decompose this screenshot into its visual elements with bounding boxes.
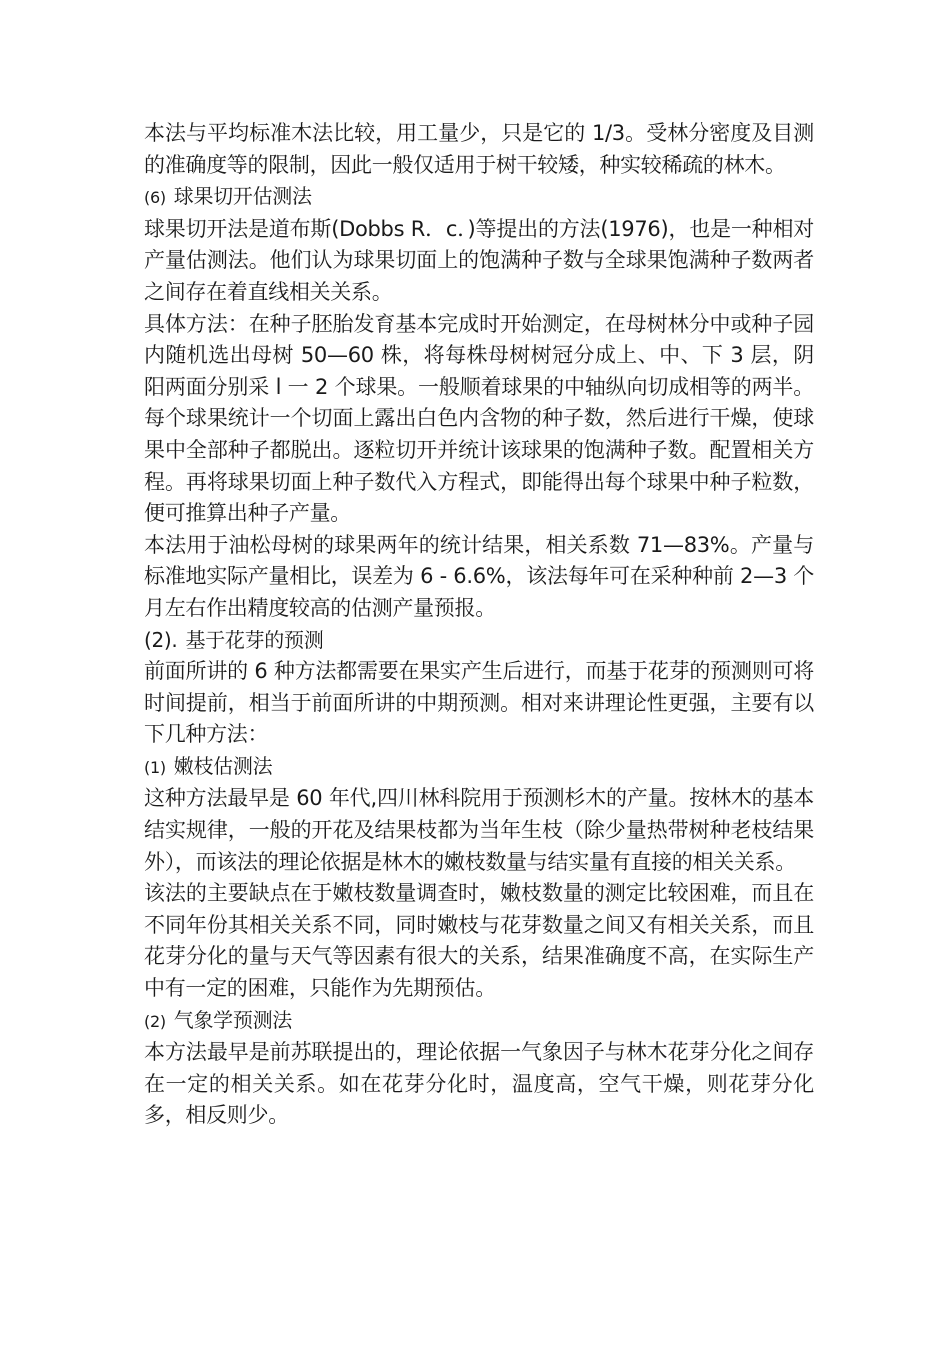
paragraph: 这种方法最早是 60 年代,四川林科院用于预测杉木的产量。按林木的基本结实规律，一般的开花及结果枝都为当年生枝（除少量热带树种老枝结果外），而该法的理论依据是林木的嫩枝数量与结实量有直接的相关关系。 <box>144 786 814 874</box>
paragraph: 本方法最早是前苏联提出的，理论依据一气象因子与林木花芽分化之间存在一定的相关关系。如在花芽分化时，温度高，空气干燥，则花芽分化多，相反则少。 <box>144 1040 814 1128</box>
paragraph: 该法的主要缺点在于嫩枝数量调查时，嫩枝数量的测定比较困难，而且在不同年份其相关关系不同，同时嫩枝与花芽数量之间又有相关关系，而且花芽分化的量与天气等因素有很大的关系，结果准确度不高，在实际生产中有一定的困难，只能作为先期预估。 <box>144 881 814 1001</box>
paragraph: 具体方法：在种子胚胎发育基本完成时开始测定，在母树林分中或种子园内随机选出母树 50—60 株，将每株母树树冠分成上、中、下 3 层，阴阳两面分别采 l 一 2 个球果。一般顺着球果的中轴纵向切成相等的两半。每个球果统计一个切面上露出白色内含物的种子数，然后进行干燥，使球果中全部种子都脱出。逐粒切开并统计该球果的饱满种子数。配置相关方程。再将球果切面上种子数代入方程式，即能得出每个球果中种子粒数，便可推算出种子产量。 <box>144 311 814 526</box>
section-heading <box>144 625 814 657</box>
heading-text: 气象学预测法 <box>173 1007 292 1032</box>
paragraph: 前面所讲的 6 种方法都需要在果实产生后进行，而基于花芽的预测则可将时间提前，相当于前面所讲的中期预测。相对来讲理论性更强，主要有以下几种方法： <box>144 659 814 747</box>
heading-number: (2) <box>144 1011 166 1031</box>
heading-number: (1) <box>144 757 166 777</box>
document-body <box>144 118 814 1132</box>
section-heading <box>144 1005 814 1038</box>
heading-text: 基于花芽的预测 <box>185 627 324 652</box>
paragraph: 球果切开法是道布斯(Dobbs R．c．)等提出的方法(1976)，也是一种相对产量估测法。他们认为球果切面上的饱满种子数与全球果饱满种子数两者之间存在着直线相关关系。 <box>144 216 814 304</box>
paragraph: 本法用于油松母树的球果两年的统计结果，相关系数 71—83%。产量与标准地实际产量相比，误差为 6 - 6.6%，该法每年可在采种种前 2—3 个月左右作出精度较高的估测产量预报。 <box>144 532 814 620</box>
paragraph: 本法与平均标准木法比较，用工量少，只是它的 1/3。受林分密度及目测的准确度等的限制，因此一般仅适用于树干较矮，种实较稀疏的林木。 <box>144 121 814 177</box>
heading-number: (2). <box>144 627 178 652</box>
heading-text: 嫩枝估测法 <box>173 753 273 778</box>
heading-number: (6) <box>144 188 166 208</box>
heading-text: 球果切开估测法 <box>173 184 312 209</box>
section-heading <box>144 181 814 214</box>
section-heading <box>144 751 814 784</box>
